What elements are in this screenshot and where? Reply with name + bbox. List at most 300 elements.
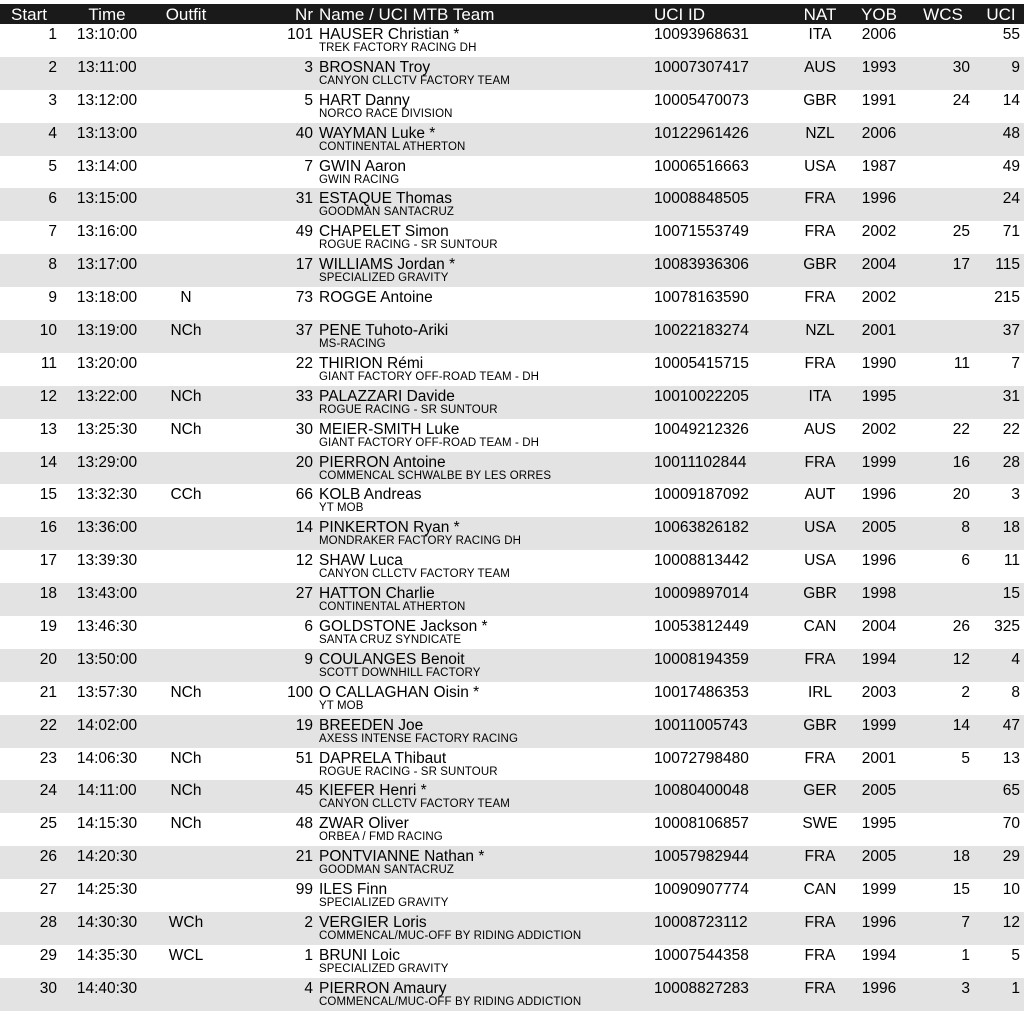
yob-cell: 1996 [861,486,897,504]
wcs-cell: 8 [961,519,970,537]
nr-cell: 17 [295,256,313,274]
start-cell: 27 [39,881,57,899]
uci-points-cell: 115 [995,256,1020,274]
time-cell: 13:36:00 [76,519,138,537]
yob-cell: 2001 [861,749,897,767]
uci-points-cell: 28 [1002,453,1020,471]
time-cell: 13:39:30 [76,552,138,570]
rider-name: PIERRON Antoine [319,453,446,471]
uci-points-cell: 13 [1002,749,1020,767]
nr-cell: 100 [287,683,313,701]
header-outfit: Outfit [165,5,207,24]
nat-cell: GER [803,782,837,800]
team-name: ROGUE RACING - SR SUNTOUR [319,403,498,416]
uci-points-cell: 29 [1002,848,1020,866]
wcs-cell: 16 [952,453,970,471]
uci-id-cell: 10010022205 [654,387,749,405]
uci-points-cell: 70 [1002,815,1020,833]
table-row [0,583,1024,616]
yob-cell: 2001 [861,322,897,340]
nr-cell: 30 [295,420,313,438]
rider-name: KIEFER Henri * [319,782,427,800]
nat-cell: FRA [804,914,836,932]
wcs-cell: 18 [952,848,970,866]
wcs-cell: 22 [952,420,970,438]
uci-points-cell: 7 [1011,354,1020,372]
yob-cell: 2006 [861,26,897,43]
nat-cell: GBR [803,256,837,274]
rider-name: VERGIER Loris [319,914,427,932]
time-cell: 13:22:00 [76,387,138,405]
uci-id-cell: 10008723112 [654,914,748,932]
uci-id-cell: 10093968631 [654,26,749,43]
team-name: GIANT FACTORY OFF-ROAD TEAM - DH [319,436,540,449]
uci-id-cell: 10006516663 [654,157,749,175]
wcs-cell: 12 [952,650,970,668]
nat-cell: FRA [804,979,836,997]
team-name: GOODMAN SANTACRUZ [319,206,455,219]
uci-id-cell: 10090907774 [654,881,749,899]
outfit-cell: WCh [168,914,204,932]
yob-cell: 2002 [861,223,897,241]
table-row [0,386,1024,419]
rider-name: PINKERTON Ryan * [319,519,460,537]
table-row [0,123,1024,156]
rider-name: THIRION Rémi [319,354,424,372]
header-wcs: WCS [923,5,963,24]
yob-cell: 1991 [861,91,897,109]
nat-cell: FRA [804,354,836,372]
time-cell: 14:02:00 [76,716,138,734]
outfit-cell: NCh [170,749,202,767]
nat-cell: AUT [804,486,836,504]
table-row [0,320,1024,353]
time-cell: 13:57:30 [76,683,138,701]
start-cell: 2 [48,58,57,76]
nr-cell: 20 [295,453,313,471]
yob-cell: 2002 [861,420,897,438]
rider-name: BROSNAN Troy [319,58,431,76]
start-cell: 22 [39,716,57,734]
uci-id-cell: 10009897014 [654,585,749,603]
table-row [0,780,1024,813]
table-row [0,616,1024,649]
nr-cell: 37 [295,322,313,340]
rider-name: DAPRELA Thibaut [319,749,447,767]
nr-cell: 1 [304,946,313,964]
nat-cell: FRA [804,749,836,767]
outfit-cell: NCh [170,387,202,405]
nr-cell: 21 [295,848,313,866]
rider-name: MEIER-SMITH Luke [319,420,460,438]
yob-cell: 2004 [861,256,897,274]
team-name: COMMENCAL/MUC-OFF BY RIDING ADDICTION [319,995,582,1008]
uci-id-cell: 10011005743 [654,716,748,734]
time-cell: 14:25:30 [76,881,138,899]
nr-cell: 99 [295,881,313,899]
team-name: YT MOB [319,502,364,515]
table-row [0,484,1024,517]
rider-name: HART Danny [319,91,410,109]
wcs-cell: 17 [952,256,970,274]
uci-id-cell: 10122961426 [654,124,749,142]
nat-cell: FRA [804,289,836,307]
rider-name: BREEDEN Joe [319,716,424,734]
table-row [0,419,1024,452]
table-row [0,517,1024,550]
table-row [0,649,1024,682]
team-name: TREK FACTORY RACING DH [319,42,477,54]
uci-points-cell: 37 [1002,322,1020,340]
uci-id-cell: 10022183274 [654,322,749,340]
rider-name: SHAW Luca [319,552,403,570]
header-name-team: Name / UCI MTB Team [319,5,495,24]
wcs-cell: 25 [952,223,970,241]
uci-id-cell: 10083936306 [654,256,749,274]
nat-cell: ITA [808,26,832,43]
uci-id-cell: 10005470073 [654,91,749,109]
table-body [0,24,1024,1011]
outfit-cell: N [180,289,192,307]
time-cell: 13:18:00 [76,289,138,307]
uci-points-cell: 325 [994,618,1020,636]
time-cell: 13:46:30 [76,618,138,636]
start-cell: 5 [48,157,57,175]
nat-cell: FRA [804,453,836,471]
team-name: COMMENCAL SCHWALBE BY LES ORRES [319,469,552,482]
time-cell: 13:12:00 [76,91,138,109]
table-row [0,57,1024,90]
uci-id-cell: 10017486353 [654,683,749,701]
table-row [0,156,1024,189]
yob-cell: 1999 [861,716,897,734]
yob-cell: 1996 [861,914,897,932]
rider-name: BRUNI Loic [319,946,400,964]
rider-name: ILES Finn [319,881,388,899]
start-cell: 20 [39,650,57,668]
yob-cell: 1995 [861,387,897,405]
team-name: CONTINENTAL ATHERTON [319,601,466,614]
uci-points-cell: 49 [1002,157,1020,175]
nat-cell: GBR [803,585,837,603]
yob-cell: 1999 [861,881,897,899]
table-row [0,254,1024,287]
start-cell: 6 [48,190,57,208]
rider-name: KOLB Andreas [319,486,422,504]
uci-id-cell: 10008194359 [654,650,749,668]
team-name: SANTA CRUZ SYNDICATE [319,634,462,647]
start-cell: 28 [39,914,57,932]
yob-cell: 1996 [861,979,897,997]
nr-cell: 27 [295,585,313,603]
start-cell: 23 [39,749,57,767]
outfit-cell: CCh [170,486,202,504]
rider-name: GWIN Aaron [319,157,406,175]
outfit-cell: WCL [168,946,204,964]
uci-id-cell: 10005415715 [654,354,749,372]
team-name: ROGUE RACING - SR SUNTOUR [319,239,498,252]
yob-cell: 2004 [861,618,897,636]
time-cell: 14:15:30 [76,815,138,833]
uci-points-cell: 48 [1002,124,1020,142]
start-cell: 16 [39,519,57,537]
nr-cell: 5 [304,91,313,109]
nr-cell: 66 [295,486,313,504]
nr-cell: 12 [295,552,313,570]
table-row [0,748,1024,781]
team-name: MS-RACING [319,338,386,351]
nr-cell: 2 [304,914,313,932]
header-nat: NAT [803,5,837,24]
uci-id-cell: 10008827283 [654,979,749,997]
table-row [0,550,1024,583]
wcs-cell: 14 [952,716,970,734]
start-cell: 8 [48,256,57,274]
uci-id-cell: 10072798480 [654,749,749,767]
table-row [0,912,1024,945]
start-cell: 13 [39,420,57,438]
team-name: YT MOB [319,699,364,712]
rider-name: ROGGE Antoine [319,289,433,307]
nat-cell: USA [804,157,836,175]
uci-id-cell: 10007307417 [654,58,749,76]
yob-cell: 2005 [861,848,897,866]
nr-cell: 4 [304,979,313,997]
time-cell: 13:17:00 [76,256,138,274]
uci-id-cell: 10071553749 [654,223,749,241]
uci-points-cell: 14 [1002,91,1020,109]
uci-id-cell: 10007544358 [654,946,749,964]
nat-cell: GBR [803,91,837,109]
uci-id-cell: 10008106857 [654,815,749,833]
uci-id-cell: 10008848505 [654,190,749,208]
uci-points-cell: 71 [1002,223,1020,241]
header-nr: Nr [295,5,313,24]
yob-cell: 2005 [861,519,897,537]
nat-cell: FRA [804,848,836,866]
nr-cell: 73 [295,289,313,307]
time-cell: 13:29:00 [76,453,138,471]
outfit-cell: NCh [170,420,202,438]
wcs-cell: 6 [961,552,970,570]
nat-cell: USA [804,552,836,570]
uci-points-cell: 47 [1002,716,1020,734]
nat-cell: FRA [804,223,836,241]
start-cell: 15 [39,486,57,504]
time-cell: 14:20:30 [76,848,138,866]
team-name: NORCO RACE DIVISION [319,107,453,120]
nr-cell: 49 [295,223,313,241]
uci-points-cell: 5 [1011,946,1020,964]
team-name: CANYON CLLCTV FACTORY TEAM [319,798,510,811]
wcs-cell: 5 [961,749,970,767]
rider-name: GOLDSTONE Jackson * [319,618,488,636]
uci-points-cell: 65 [1002,782,1020,800]
uci-points-cell: 22 [1002,420,1020,438]
nr-cell: 48 [295,815,313,833]
table-header [0,4,1024,24]
team-name: MONDRAKER FACTORY RACING DH [319,535,522,548]
uci-id-cell: 10009187092 [654,486,749,504]
rider-name: HAUSER Christian * [319,26,460,43]
rider-name: PONTVIANNE Nathan * [319,848,485,866]
table-row [0,879,1024,912]
team-name: COMMENCAL/MUC-OFF BY RIDING ADDICTION [319,930,582,943]
time-cell: 13:10:00 [76,26,138,43]
nat-cell: SWE [802,815,838,833]
wcs-cell: 15 [952,881,970,899]
uci-points-cell: 55 [1002,26,1020,43]
team-name: SCOTT DOWNHILL FACTORY [319,666,481,679]
yob-cell: 1994 [861,650,897,668]
yob-cell: 2002 [861,289,897,307]
wcs-cell: 7 [961,914,970,932]
nat-cell: FRA [804,190,836,208]
nr-cell: 19 [295,716,313,734]
yob-cell: 1994 [861,946,897,964]
nr-cell: 3 [304,58,313,76]
rider-name: PALAZZARI Davide [319,387,455,405]
header-start: Start [11,5,47,24]
wcs-cell: 30 [952,58,970,76]
nat-cell: FRA [804,650,836,668]
table-row [0,287,1024,320]
yob-cell: 1998 [861,585,897,603]
wcs-cell: 20 [952,486,970,504]
table-row [0,221,1024,254]
time-cell: 13:13:00 [76,124,138,142]
team-name: GWIN RACING [319,173,400,186]
start-cell: 25 [39,815,57,833]
rider-name: PIERRON Amaury [319,979,447,997]
yob-cell: 1999 [861,453,897,471]
start-cell: 14 [39,453,57,471]
time-cell: 13:32:30 [76,486,138,504]
wcs-cell: 2 [961,683,970,701]
nr-cell: 14 [295,519,313,537]
team-name: CONTINENTAL ATHERTON [319,140,466,153]
uci-points-cell: 18 [1002,519,1020,537]
time-cell: 13:43:00 [76,585,138,603]
yob-cell: 1987 [861,157,897,175]
start-cell: 3 [48,91,57,109]
time-cell: 13:15:00 [76,190,138,208]
outfit-cell: NCh [170,322,202,340]
yob-cell: 1995 [861,815,897,833]
start-cell: 24 [39,782,57,800]
uci-points-cell: 15 [1002,585,1020,603]
uci-points-cell: 4 [1011,650,1020,668]
yob-cell: 1993 [861,58,897,76]
uci-id-cell: 10080400048 [654,782,749,800]
wcs-cell: 11 [953,354,970,372]
team-name: ORBEA / FMD RACING [319,831,443,844]
table-row [0,682,1024,715]
start-cell: 29 [39,946,57,964]
time-cell: 14:06:30 [76,749,138,767]
nr-cell: 45 [295,782,313,800]
time-cell: 13:50:00 [76,650,138,668]
team-name: CANYON CLLCTV FACTORY TEAM [319,74,510,87]
time-cell: 14:40:30 [76,979,138,997]
uci-points-cell: 24 [1002,190,1020,208]
outfit-cell: NCh [170,782,202,800]
nat-cell: AUS [804,58,836,76]
nat-cell: IRL [807,683,833,701]
start-cell: 9 [48,289,57,307]
wcs-cell: 26 [952,618,970,636]
team-name: ROGUE RACING - SR SUNTOUR [319,765,498,778]
start-cell: 18 [39,585,57,603]
team-name: CANYON CLLCTV FACTORY TEAM [319,568,510,581]
outfit-cell: NCh [170,815,202,833]
rider-name: WAYMAN Luke * [319,124,436,142]
rider-name: HATTON Charlie [319,585,435,603]
uci-points-cell: 1 [1011,979,1020,997]
team-name: SPECIALIZED GRAVITY [319,962,449,975]
time-cell: 14:11:00 [77,782,137,800]
start-cell: 26 [39,848,57,866]
team-name: SPECIALIZED GRAVITY [319,897,449,910]
nat-cell: USA [804,519,836,537]
rider-name: O CALLAGHAN Oisin * [319,683,480,701]
start-cell: 10 [39,322,57,340]
header-uci-points: UCI [986,5,1016,24]
nat-cell: CAN [803,618,837,636]
uci-points-cell: 8 [1011,683,1020,701]
yob-cell: 1996 [861,552,897,570]
wcs-cell: 3 [961,979,970,997]
header-yob: YOB [861,5,897,24]
nr-cell: 33 [295,387,313,405]
wcs-cell: 24 [952,91,970,109]
team-name: GOODMAN SANTACRUZ [319,864,455,877]
yob-cell: 2005 [861,782,897,800]
uci-id-cell: 10063826182 [654,519,749,537]
time-cell: 14:35:30 [76,946,138,964]
uci-id-cell: 10008813442 [654,552,749,570]
rider-name: CHAPELET Simon [319,223,449,241]
time-cell: 13:14:00 [76,157,138,175]
nat-cell: NZL [805,322,835,340]
start-cell: 19 [39,618,57,636]
uci-id-cell: 10053812449 [654,618,749,636]
nat-cell: CAN [803,881,837,899]
time-cell: 13:20:00 [76,354,138,372]
nat-cell: FRA [804,946,836,964]
yob-cell: 1996 [861,190,897,208]
nr-cell: 51 [295,749,313,767]
time-cell: 13:19:00 [76,322,138,340]
table-row [0,978,1024,1011]
start-cell: 4 [48,124,57,142]
uci-points-cell: 12 [1002,914,1020,932]
uci-id-cell: 10057982944 [654,848,749,866]
rider-name: PENE Tuhoto-Ariki [319,322,449,340]
start-cell: 12 [39,387,57,405]
table-row [0,353,1024,386]
yob-cell: 1990 [861,354,897,372]
time-cell: 13:16:00 [76,223,138,241]
yob-cell: 2003 [861,683,897,701]
nr-cell: 22 [295,354,313,372]
rider-name: ESTAQUE Thomas [319,190,452,208]
nr-cell: 31 [295,190,313,208]
nat-cell: AUS [804,420,836,438]
nat-cell: GBR [803,716,837,734]
table-row [0,846,1024,879]
rider-name: COULANGES Benoit [319,650,465,668]
